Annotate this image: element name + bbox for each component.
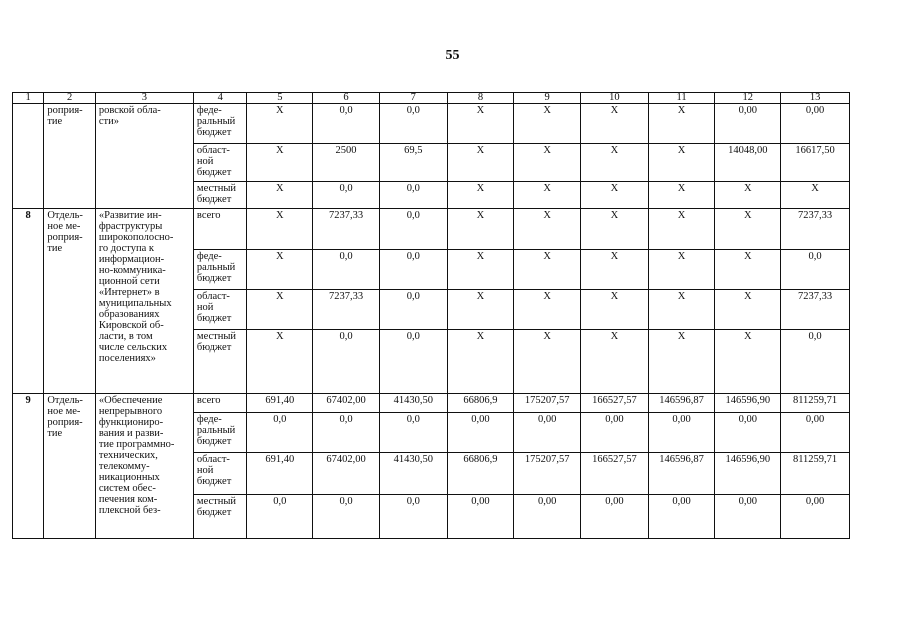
value-cell: X [247,104,313,144]
value-cell: 7237,33 [781,290,850,330]
value-cell: X [514,290,581,330]
value-cell: X [648,290,715,330]
value-cell: 0,00 [514,495,581,539]
value-cell: 0,00 [715,104,781,144]
event-number-cell: 9 [13,394,44,539]
value-cell: X [247,182,313,209]
value-cell: X [581,290,649,330]
value-cell: X [715,330,781,394]
value-cell: X [581,209,649,250]
value-cell: 0,00 [447,495,514,539]
funding-source-cell: местный бюджет [193,182,247,209]
value-cell: X [247,144,313,182]
value-cell: 0,0 [313,250,380,290]
header-cell: 3 [95,93,193,104]
value-cell: 0,00 [715,413,781,453]
value-cell: 0,0 [781,250,850,290]
event-number-cell: 8 [13,209,44,394]
event-name-cell: «Развитие ин- фраструктуры широкополосно- го доступа к информацион- но-коммуника- ционной сети «Интернет» в муниципальных образованиях Кировской об- ласти, в том числе сельских поселениях» [95,209,193,394]
value-cell: 166527,57 [581,394,649,413]
value-cell: X [581,104,649,144]
value-cell: 0,0 [247,495,313,539]
event-type-cell: роприя- тие [44,104,96,209]
value-cell: 7237,33 [313,209,380,250]
table-row [13,394,850,413]
value-cell: 0,00 [715,495,781,539]
event-name-cell: ровской обла- сти» [95,104,193,209]
value-cell: 67402,00 [313,394,380,413]
value-cell: 0,00 [514,413,581,453]
value-cell: 14048,00 [715,144,781,182]
value-cell: X [247,290,313,330]
value-cell: X [514,144,581,182]
value-cell: 0,00 [781,104,850,144]
value-cell: 66806,9 [447,453,514,495]
value-cell: 41430,50 [379,394,447,413]
table-row [13,104,850,144]
value-cell: X [715,209,781,250]
value-cell: X [581,182,649,209]
value-cell: 41430,50 [379,453,447,495]
value-cell: 691,40 [247,394,313,413]
value-cell: 0,0 [313,104,380,144]
value-cell: 0,0 [313,413,380,453]
funding-source-cell: всего [193,394,247,413]
value-cell: X [447,250,514,290]
value-cell: 0,00 [781,495,850,539]
value-cell: 0,00 [781,413,850,453]
value-cell: X [447,144,514,182]
value-cell: 0,00 [648,495,715,539]
value-cell: 0,00 [447,413,514,453]
table-row [13,209,850,250]
value-cell: X [247,209,313,250]
funding-source-cell: феде- ральный бюджет [193,104,247,144]
event-type-cell: Отдель- ное ме- роприя- тие [44,394,96,539]
value-cell: X [581,250,649,290]
event-number-cell [13,104,44,209]
value-cell: 0,0 [313,182,380,209]
budget-table [12,92,850,539]
value-cell: 0,0 [379,495,447,539]
value-cell: 175207,57 [514,394,581,413]
value-cell: 66806,9 [447,394,514,413]
funding-source-cell: област- ной бюджет [193,453,247,495]
value-cell: 146596,90 [715,453,781,495]
value-cell: 0,0 [313,495,380,539]
header-cell: 2 [44,93,96,104]
value-cell: 2500 [313,144,380,182]
value-cell: 7237,33 [781,209,850,250]
value-cell: 0,00 [648,413,715,453]
value-cell: X [514,330,581,394]
value-cell: X [247,250,313,290]
header-cell: 7 [379,93,447,104]
funding-source-cell: местный бюджет [193,330,247,394]
value-cell: 811259,71 [781,453,850,495]
value-cell: 0,0 [379,250,447,290]
value-cell: 16617,50 [781,144,850,182]
value-cell: 69,5 [379,144,447,182]
header-cell: 11 [648,93,715,104]
value-cell: X [447,104,514,144]
header-cell: 1 [13,93,44,104]
value-cell: X [648,144,715,182]
header-cell: 6 [313,93,380,104]
value-cell: 146596,87 [648,453,715,495]
value-cell: X [648,182,715,209]
value-cell: X [581,144,649,182]
header-cell: 8 [447,93,514,104]
page-number: 55 [445,48,460,63]
value-cell: X [447,209,514,250]
value-cell: 0,00 [581,413,649,453]
value-cell: X [648,330,715,394]
value-cell: 67402,00 [313,453,380,495]
value-cell: 0,0 [379,182,447,209]
value-cell: 0,0 [379,104,447,144]
header-cell: 13 [781,93,850,104]
value-cell: 691,40 [247,453,313,495]
value-cell: X [447,182,514,209]
funding-source-cell: всего [193,209,247,250]
value-cell: 0,0 [781,330,850,394]
header-cell: 9 [514,93,581,104]
value-cell: 146596,87 [648,394,715,413]
header-cell: 12 [715,93,781,104]
value-cell: 811259,71 [781,394,850,413]
value-cell: X [715,290,781,330]
value-cell: X [514,250,581,290]
header-cell: 10 [581,93,649,104]
funding-source-cell: феде- ральный бюджет [193,413,247,453]
funding-source-cell: област- ной бюджет [193,144,247,182]
value-cell: X [648,250,715,290]
value-cell: X [514,104,581,144]
value-cell: 0,0 [379,290,447,330]
event-type-cell: Отдель- ное ме- роприя- тие [44,209,96,394]
value-cell: 7237,33 [313,290,380,330]
value-cell: X [781,182,850,209]
value-cell: X [581,330,649,394]
value-cell: X [648,209,715,250]
value-cell: X [447,290,514,330]
value-cell: X [648,104,715,144]
value-cell: X [247,330,313,394]
header-row [13,93,850,104]
value-cell: 146596,90 [715,394,781,413]
event-name-cell: «Обеспечение непрерывного функциониро- вания и разви- тие программно- технических, телекомму- никационных систем обес- печения ком- плексной без- [95,394,193,539]
value-cell: X [715,182,781,209]
value-cell: X [447,330,514,394]
funding-source-cell: област- ной бюджет [193,290,247,330]
value-cell: 175207,57 [514,453,581,495]
value-cell: 0,0 [247,413,313,453]
funding-source-cell: феде- ральный бюджет [193,250,247,290]
funding-source-cell: местный бюджет [193,495,247,539]
value-cell: X [514,209,581,250]
value-cell: 0,00 [581,495,649,539]
header-cell: 4 [193,93,247,104]
value-cell: 0,0 [379,413,447,453]
value-cell: X [514,182,581,209]
value-cell: X [715,250,781,290]
header-cell: 5 [247,93,313,104]
value-cell: 0,0 [313,330,380,394]
value-cell: 166527,57 [581,453,649,495]
value-cell: 0,0 [379,330,447,394]
value-cell: 0,0 [379,209,447,250]
